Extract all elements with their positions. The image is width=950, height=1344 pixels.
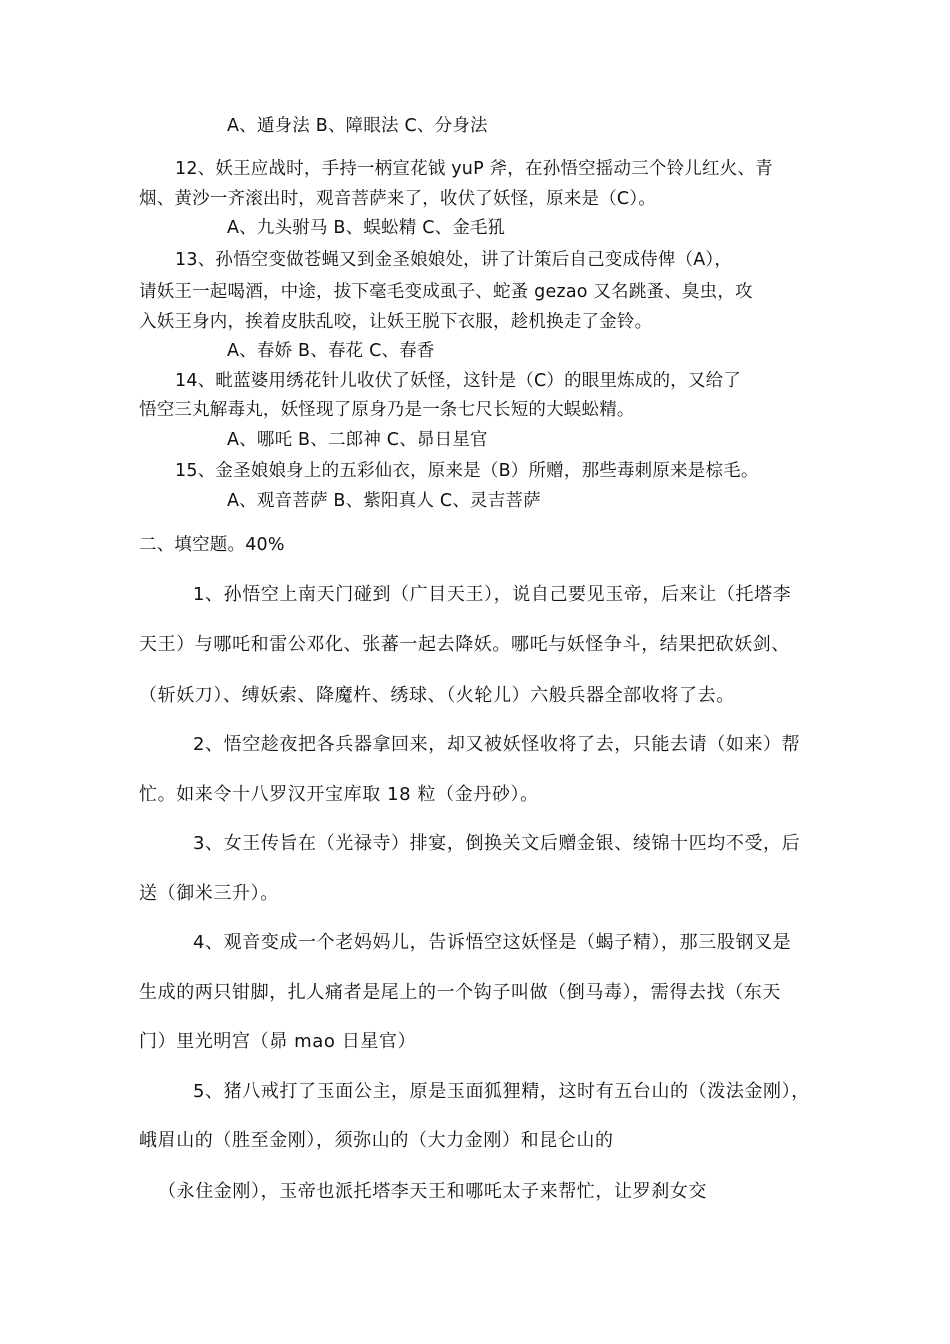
fill-3-line-2: 送（御米三升）。 (139, 883, 279, 904)
q11-options: A、遁身法 B、障眼法 C、分身法 (227, 116, 488, 136)
fill-5-line-2: 峨眉山的（胜至金刚），须弥山的（大力金刚）和昆仑山的 (139, 1130, 614, 1151)
fill-4-line-3: 门）里光明宫（昴 mao 日星官） (139, 1031, 417, 1052)
fill-5-line-1: 5、猪八戒打了玉面公主，原是玉面狐狸精，这时有五台山的（泼法金刚）， (193, 1081, 810, 1102)
fill-1-line-3: （斩妖刀）、缚妖索、降魔杵、绣球、（火轮儿）六般兵器全部收将了去。 (139, 685, 735, 706)
q13-line-3: 入妖王身内，挨着皮肤乱咬，让妖王脱下衣服，趁机换走了金铃。 (139, 312, 653, 332)
q15-options: A、观音菩萨 B、紫阳真人 C、灵吉菩萨 (227, 491, 541, 511)
fill-4-line-2: 生成的两只钳脚，扎人痛者是尾上的一个钩子叫做（倒马毒），需得去找（东天 (139, 982, 781, 1003)
q13-options: A、春娇 B、春花 C、春香 (227, 341, 435, 361)
q12-line-1: 12、妖王应战时，手持一柄宣花钺 yuP 斧，在孙悟空摇动三个铃儿红火、青 (175, 159, 773, 179)
q15-line-1: 15、金圣娘娘身上的五彩仙衣，原来是（B）所赠，那些毒刺原来是棕毛。 (175, 461, 759, 481)
section-2-heading: 二、填空题。40% (139, 535, 285, 555)
q14-options: A、哪吒 B、二郎神 C、昴日星官 (227, 430, 488, 450)
fill-2-line-1: 2、悟空趁夜把各兵器拿回来，却又被妖怪收将了去，只能去请（如来）帮 (193, 734, 801, 755)
fill-1-line-2: 天王）与哪吒和雷公邓化、张蕃一起去降妖。哪吒与妖怪争斗，结果把砍妖剑、 (139, 634, 790, 655)
fill-3-line-1: 3、女王传旨在（光禄寺）排宴，倒换关文后赠金银、绫锦十匹均不受，后 (193, 833, 801, 854)
fill-5-line-3: （永住金刚），玉帝也派托塔李天王和哪吒太子来帮忙，让罗刹女交 (158, 1181, 707, 1202)
q12-line-2: 烟、黄沙一齐滚出时，观音菩萨来了，收伏了妖怪，原来是（C）。 (139, 189, 656, 209)
q13-line-2: 请妖王一起喝酒，中途，拔下毫毛变成虱子、蛇蚤 gezao 又名跳蚤、臭虫，攻 (139, 282, 753, 302)
q12-options: A、九头驸马 B、蜈蚣精 C、金毛犼 (227, 218, 506, 238)
fill-2-line-2: 忙。如来令十八罗汉开宝库取 18 粒（金丹砂）。 (139, 784, 539, 805)
fill-4-line-1: 4、观音变成一个老妈妈儿，告诉悟空这妖怪是（蝎子精），那三股钢叉是 (193, 932, 792, 953)
fill-1-line-1: 1、孙悟空上南天门碰到（广目天王），说自己要见玉帝，后来让（托塔李 (193, 584, 792, 605)
q14-line-1: 14、毗蓝婆用绣花针儿收伏了妖怪，这针是（C）的眼里炼成的，又给了 (175, 371, 742, 391)
q14-line-2: 悟空三丸解毒丸，妖怪现了原身乃是一条七尺长短的大蜈蚣精。 (139, 400, 635, 420)
q13-line-1: 13、孙悟空变做苍蝇又到金圣娘娘处，讲了计策后自己变成侍俾（A）， (175, 250, 733, 270)
